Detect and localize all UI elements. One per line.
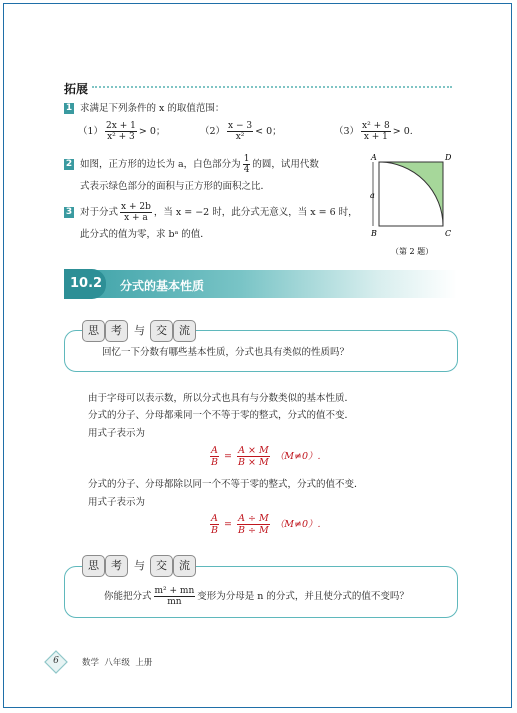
question-2-line-2: 式表示绿色部分的面积与正方形的面积之比． (80, 181, 271, 192)
question-1 (64, 102, 224, 115)
fraction: $\frac{\text{x² + 8}}{x + 1}$ (362, 121, 390, 142)
fraction: $\frac{x + 2b}{x + a}$ (121, 202, 151, 223)
label-C: C (445, 229, 452, 238)
question-number: 1 (65, 103, 73, 113)
question-2 (64, 154, 364, 175)
question-text: ，当 x = −2 时，此分式无意义，当 x = 6 时， (153, 207, 358, 218)
think-char: 流 (173, 320, 196, 342)
think-char: 交 (150, 320, 173, 342)
question-3-line-2: 此分式的值为零，求 bᵃ 的值． (80, 229, 210, 240)
fraction: $\frac{x - 3}{\text{x²}}$ (228, 121, 253, 142)
fraction: $\frac{1}{4}$ (243, 154, 250, 175)
label-D: D (445, 153, 452, 162)
formula-divide: $\frac{A}{B}$ = $\frac{A \div M}{B \div M}$ （M≠0）. (211, 513, 321, 536)
think-char: 流 (173, 555, 196, 577)
green-region (379, 162, 443, 226)
question-number: 2 (65, 159, 73, 169)
section-title: 分式的基本性质 (120, 279, 205, 293)
question-text: 对于分式 (80, 207, 119, 218)
page-number: 6 (53, 656, 59, 666)
think-char: 思 (82, 555, 105, 577)
label-side-a: a (370, 191, 375, 200)
label-A: A (371, 153, 377, 162)
item-label: （2） (200, 126, 226, 137)
footer-book-info: 数学 八年级 上册 (82, 658, 153, 668)
think-char: 考 (105, 320, 128, 342)
body-paragraph-4: 分式的分子、分母都除以同一个不等于零的整式，分式的值不变． (88, 479, 364, 490)
think-char: 与 (128, 555, 151, 577)
q1-item-3 (334, 121, 413, 142)
question-3 (64, 202, 369, 223)
think-2-text: 你能把分式 $\frac{\text{m² + mn}}{mn}$ 变形为分母是 n 的分式，并且使分式的值不变吗？ (104, 586, 409, 607)
figure-caption: （第 2 题） (391, 247, 434, 256)
item-label: （3） (334, 126, 360, 137)
square-quarter-circle-figure (365, 150, 460, 265)
inequality-tail: > 0； (138, 126, 166, 137)
think-char: 与 (128, 320, 151, 342)
question-text: 如图，正方形的边长为 a，白色部分为 (80, 159, 241, 170)
body-paragraph-5: 用式子表示为 (88, 497, 146, 508)
fraction: $\frac{\text{m² + mn}}{mn}$ (154, 586, 195, 607)
section-number: 10.2 (64, 269, 106, 299)
fraction: $\frac{2x + 1}{\text{x² + 3}}$ (106, 121, 136, 142)
formula-multiply: $\frac{A}{B}$ = $\frac{A \times M}{B \times M}$ （M≠0）. (211, 445, 321, 468)
question-text: 求满足下列条件的 x 的取值范围： (80, 103, 225, 114)
body-paragraph-2: 分式的分子、分母都乘同一个不等于零的整式，分式的值不变． (88, 410, 355, 421)
think-char: 交 (150, 555, 173, 577)
question-number: 3 (65, 207, 73, 217)
q1-item-2 (200, 121, 282, 142)
inequality-tail: > 0. (392, 126, 413, 137)
think-label-1 (82, 320, 194, 342)
q1-item-1 (78, 121, 165, 142)
think-char: 思 (82, 320, 105, 342)
question-text: 的圆，试用代数 (252, 159, 319, 170)
inequality-tail: < 0； (255, 126, 282, 137)
extension-heading: 拓展 (64, 82, 89, 96)
item-label: （1） (78, 126, 104, 137)
think-char: 考 (105, 555, 128, 577)
body-paragraph-1: 由于字母可以表示数，所以分式也具有与分数类似的基本性质． (88, 393, 355, 404)
think-label-2 (82, 555, 194, 577)
think-1-text: 回忆一下分数有哪些基本性质，分式也具有类似的性质吗？ (102, 347, 350, 358)
label-B: B (371, 229, 377, 238)
body-paragraph-3: 用式子表示为 (88, 428, 146, 439)
heading-dotted-rule (92, 86, 452, 88)
